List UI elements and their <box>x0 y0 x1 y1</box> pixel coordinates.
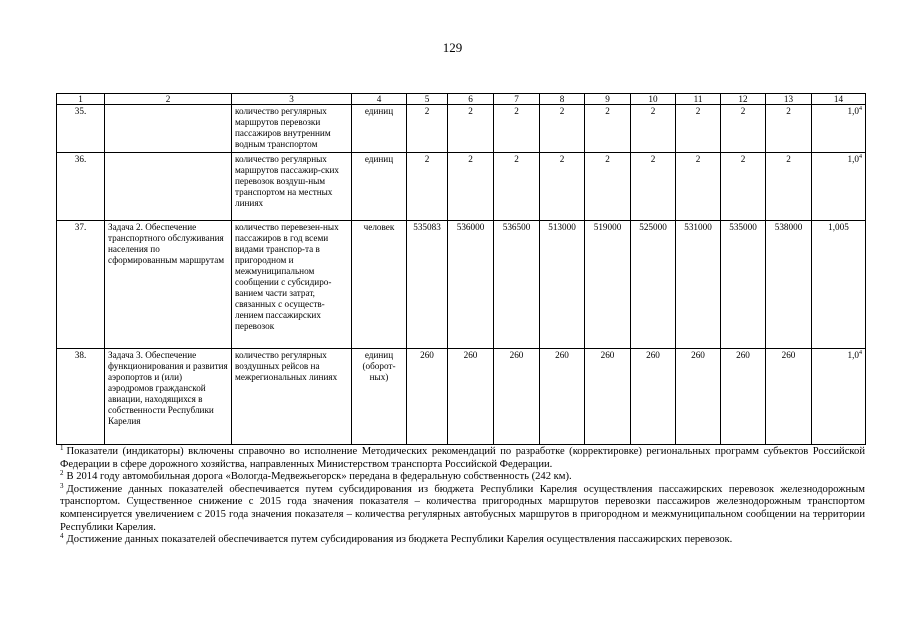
value-cell: 2 <box>631 153 676 221</box>
footnote <box>60 481 865 534</box>
row-number: 38. <box>57 349 105 445</box>
footnote-ref: 4 <box>859 350 862 356</box>
value-cell: 2 <box>448 105 494 153</box>
page-number: 129 <box>442 40 463 55</box>
target-cell <box>812 105 866 153</box>
value-cell: 260 <box>631 349 676 445</box>
indicators-table <box>56 93 866 445</box>
value-cell: 2 <box>585 153 631 221</box>
value-cell: 2 <box>540 105 585 153</box>
footnote-text: Достижение данных показателей обеспечивается путем субсидирования из бюджета Республики Карелия осуществления пассажирских перевозок. <box>66 534 733 546</box>
unit-cell: единиц <box>352 105 407 153</box>
value-cell: 260 <box>540 349 585 445</box>
col-header: 7 <box>494 94 540 105</box>
target-value: 1,0 <box>847 154 859 164</box>
task-cell: Задача 2. Обеспечение транспортного обслуживания населения по сформированным маршрутам <box>105 221 232 349</box>
value-cell: 2 <box>407 153 448 221</box>
value-cell: 536500 <box>494 221 540 349</box>
col-header: 3 <box>232 94 352 105</box>
footnote <box>60 471 865 484</box>
row-number: 35. <box>57 105 105 153</box>
row-number: 37. <box>57 221 105 349</box>
col-header: 10 <box>631 94 676 105</box>
indicator-cell: количество регулярных маршрутов перевозки пассажиров внутренним водным транспортом <box>232 105 352 153</box>
value-cell: 2 <box>585 105 631 153</box>
value-cell: 2 <box>766 153 812 221</box>
value-cell: 538000 <box>766 221 812 349</box>
col-header: 4 <box>352 94 407 105</box>
footnote-mark: 4 <box>60 532 64 541</box>
col-header: 1 <box>57 94 105 105</box>
footnote-ref: 4 <box>859 154 862 160</box>
header-row <box>57 94 866 105</box>
value-cell: 260 <box>585 349 631 445</box>
value-cell: 2 <box>721 153 766 221</box>
task-cell: Задача 3. Обеспечение функционирования и развития аэропортов и (или) аэродромов гражданской авиации, находящихся в собственности Республики Карелия <box>105 349 232 445</box>
value-cell: 260 <box>448 349 494 445</box>
value-cell: 2 <box>721 105 766 153</box>
footnote-mark: 2 <box>60 469 64 478</box>
unit-cell: единиц (оборот-ных) <box>352 349 407 445</box>
footnote-text: Показатели (индикаторы) включены справочно во исполнение Методических рекомендаций по разработке (корректировке) региональных программ субъектов Российской Федерации в сфере дорожного хозяйства, направленных Министерством транспорта Российской Федерации. <box>60 446 865 470</box>
target-value: 1,0 <box>847 106 859 116</box>
task-cell <box>105 105 232 153</box>
value-cell: 2 <box>631 105 676 153</box>
value-cell: 2 <box>540 153 585 221</box>
target-cell <box>812 153 866 221</box>
table-row <box>57 105 866 153</box>
footnote-text: Достижение данных показателей обеспечивается путем субсидирования из бюджета Республики Карелия осуществления пассажирских перевозок железнодорожным транспортом. Существенное снижение с 2015 года значения показателя – количества пригородных маршрутов перевозки пассажиров железнодорожным транспортом компенсируется увеличением с 2015 года значения показателя – количества регулярных автобусных маршрутов в пригородном и межмуниципальном сообщении на территории Республики Карелия. <box>60 483 865 533</box>
col-header: 8 <box>540 94 585 105</box>
value-cell: 2 <box>766 105 812 153</box>
unit-cell: единиц <box>352 153 407 221</box>
table-row <box>57 221 866 349</box>
col-header: 12 <box>721 94 766 105</box>
value-cell: 519000 <box>585 221 631 349</box>
row-number: 36. <box>57 153 105 221</box>
value-cell: 525000 <box>631 221 676 349</box>
target-value: 1,005 <box>828 222 849 232</box>
footnote <box>60 446 865 471</box>
value-cell: 2 <box>448 153 494 221</box>
value-cell: 2 <box>494 153 540 221</box>
value-cell: 260 <box>407 349 448 445</box>
indicator-cell: количество перевезен-ных пассажиров в год всеми видами транспор-та в пригородном и межмуниципальном сообщении с субсидиро-ванием части затрат, связанных с осуществ-лением пассажирских перевозок <box>232 221 352 349</box>
target-value: 1,0 <box>847 350 859 360</box>
value-cell: 2 <box>676 105 721 153</box>
unit-cell: человек <box>352 221 407 349</box>
col-header: 13 <box>766 94 812 105</box>
footnote-text: В 2014 году автомобильная дорога «Вологда-Медвежьегорск» передана в федеральную собственность (242 км). <box>66 471 572 483</box>
value-cell: 535000 <box>721 221 766 349</box>
value-cell: 535083 <box>407 221 448 349</box>
col-header: 14 <box>812 94 866 105</box>
value-cell: 260 <box>676 349 721 445</box>
col-header: 9 <box>585 94 631 105</box>
value-cell: 2 <box>407 105 448 153</box>
col-header: 6 <box>448 94 494 105</box>
footnote-mark: 3 <box>60 481 64 490</box>
table-row <box>57 349 866 445</box>
value-cell: 260 <box>494 349 540 445</box>
footnote-mark: 1 <box>60 444 64 452</box>
value-cell: 531000 <box>676 221 721 349</box>
col-header: 5 <box>407 94 448 105</box>
footnote-ref: 4 <box>859 106 862 112</box>
value-cell: 260 <box>721 349 766 445</box>
value-cell: 536000 <box>448 221 494 349</box>
value-cell: 2 <box>494 105 540 153</box>
indicator-cell: количество регулярных воздушных рейсов на межрегиональных линиях <box>232 349 352 445</box>
footnotes <box>60 446 865 547</box>
target-cell <box>812 349 866 445</box>
col-header: 11 <box>676 94 721 105</box>
footnote <box>60 534 865 547</box>
value-cell: 260 <box>766 349 812 445</box>
indicator-cell: количество регулярных маршрутов пассажир-ских перевозок воздуш-ным транспортом на местных линиях <box>232 153 352 221</box>
table-row <box>57 153 866 221</box>
value-cell: 2 <box>676 153 721 221</box>
value-cell: 513000 <box>540 221 585 349</box>
col-header: 2 <box>105 94 232 105</box>
task-cell <box>105 153 232 221</box>
target-cell <box>812 221 866 349</box>
